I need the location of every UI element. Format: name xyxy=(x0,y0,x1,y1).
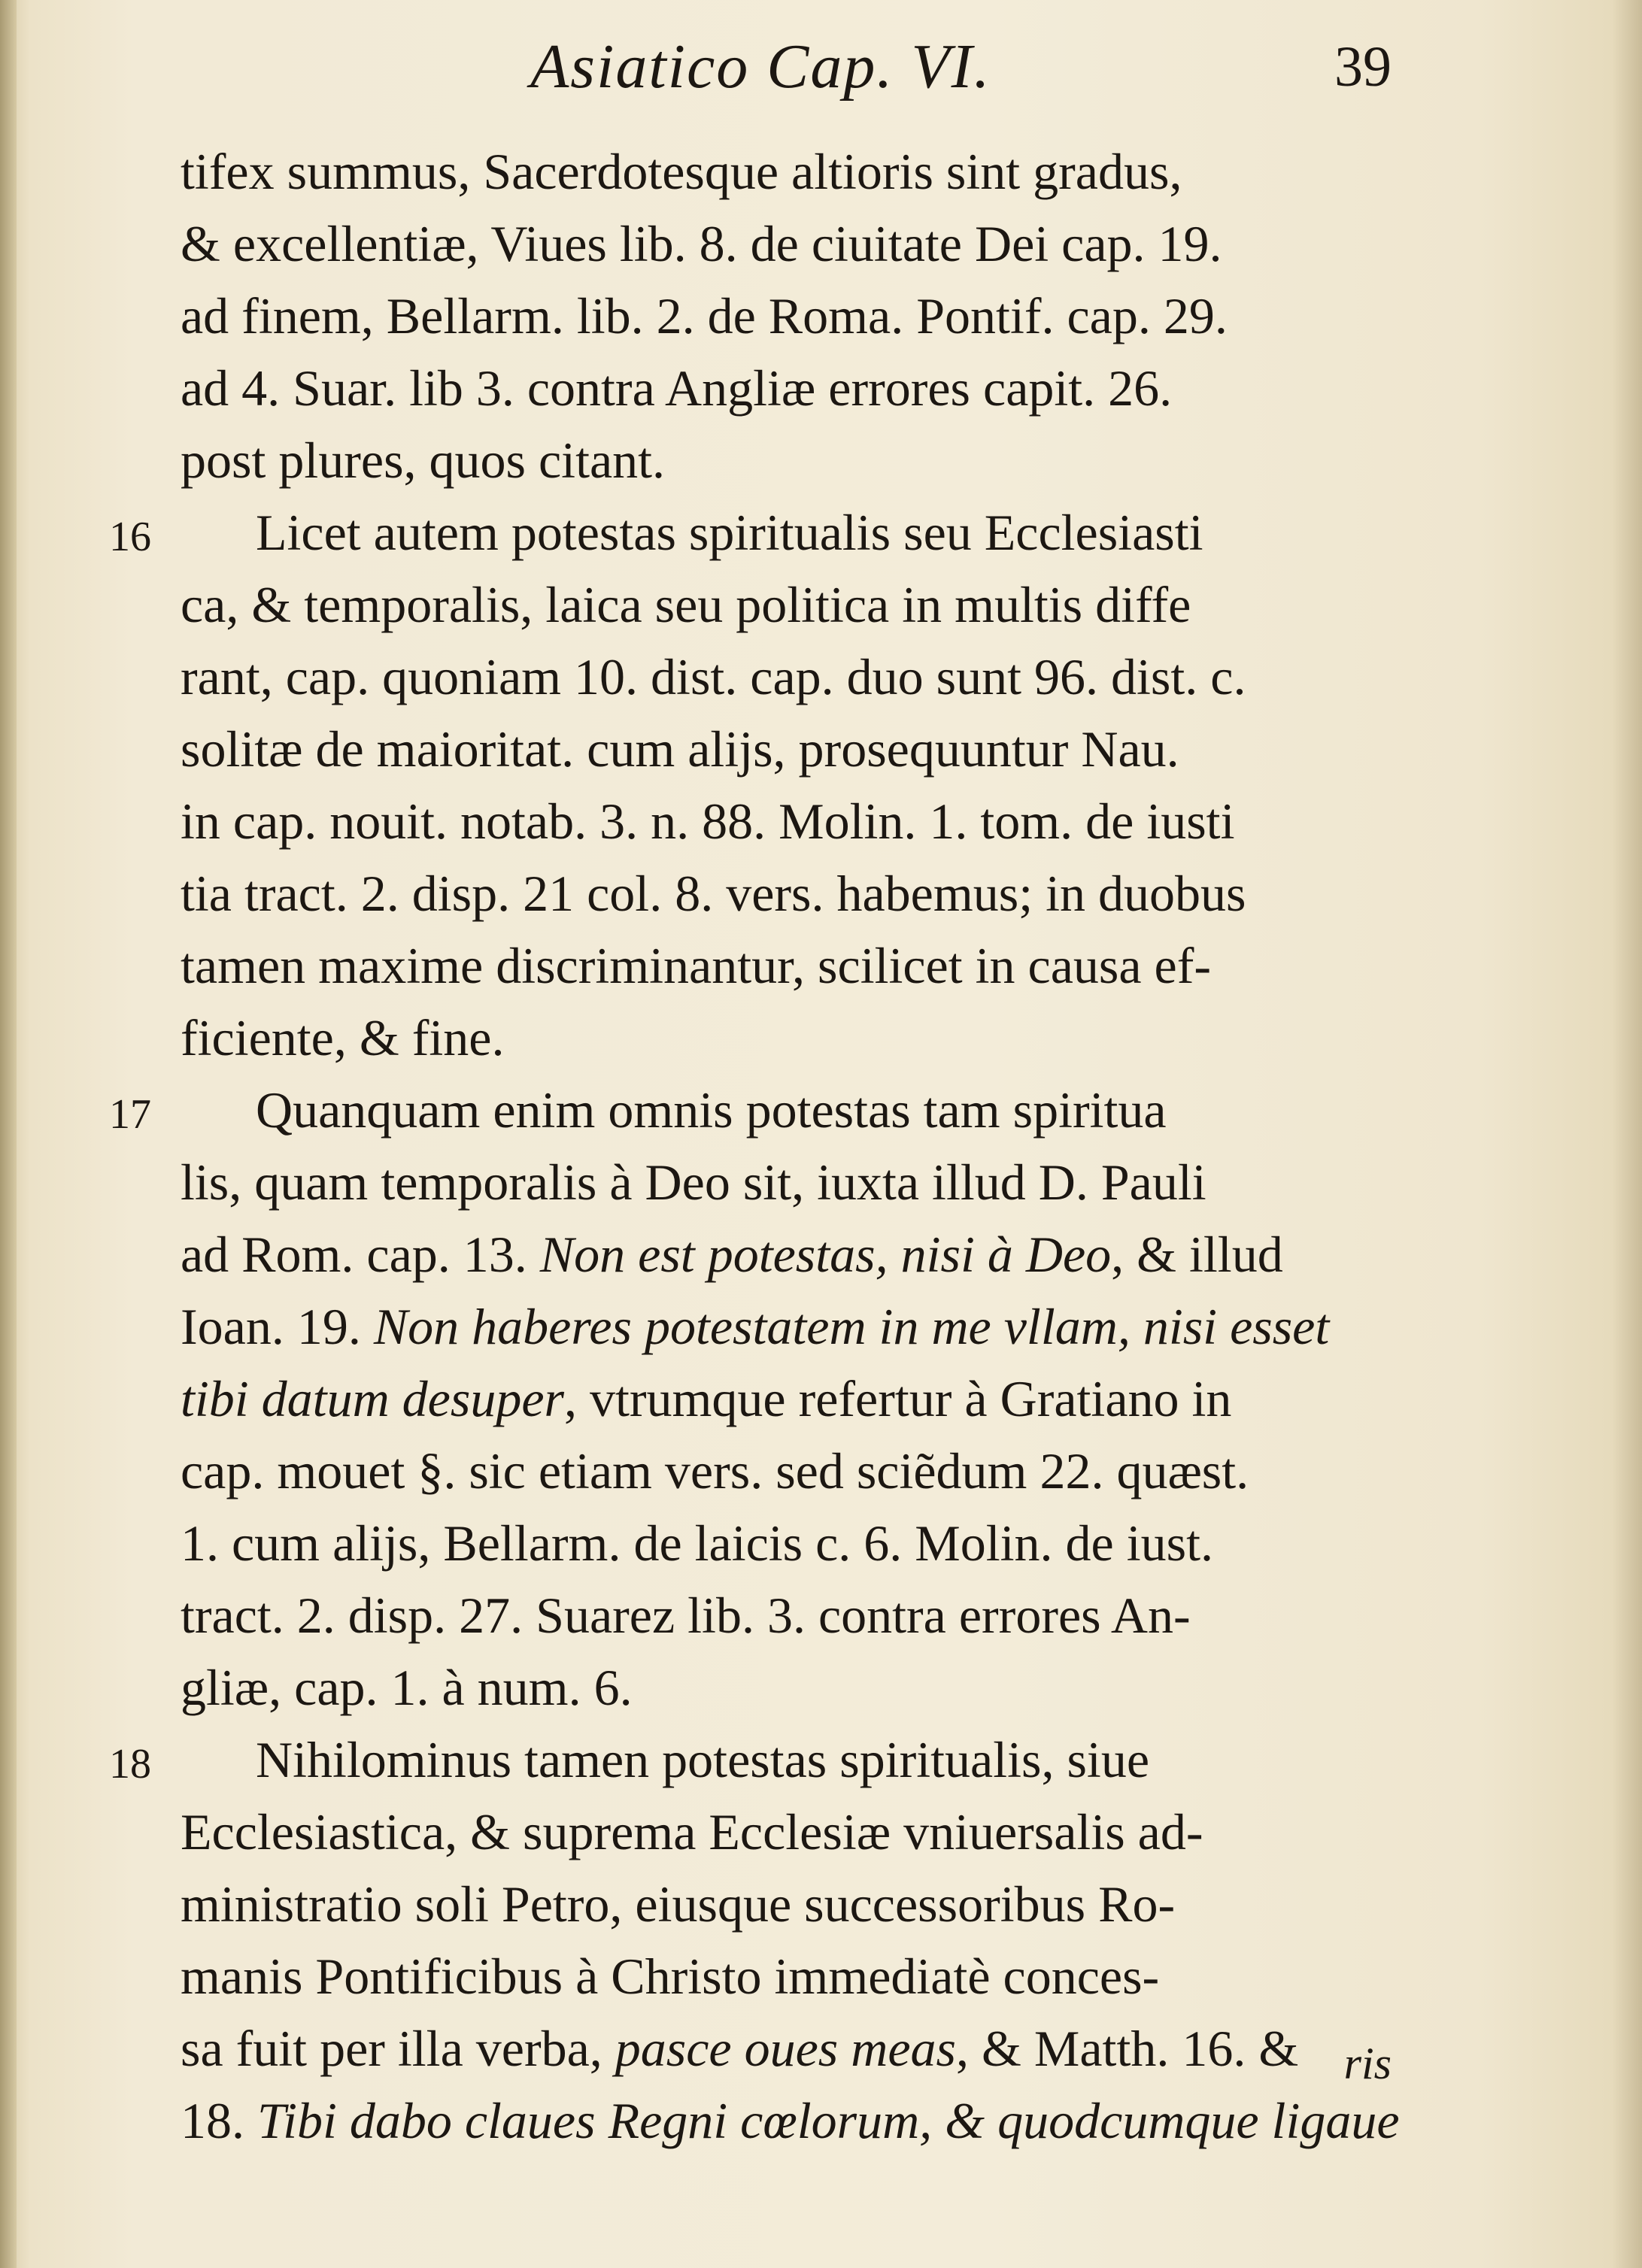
text-line xyxy=(181,1651,1392,1724)
line-text xyxy=(181,1363,1231,1435)
line-text xyxy=(181,135,1182,208)
line-text xyxy=(181,1940,1159,2012)
text-segment: ad finem, Bellarm. lib. 2. de Roma. Pontif. cap. 29. xyxy=(181,287,1228,344)
text-line xyxy=(181,280,1392,352)
page-header xyxy=(181,30,1392,113)
paragraph-number: 17 xyxy=(109,1091,151,1138)
text-segment: , & Matth. 16. & xyxy=(956,2020,1299,2077)
text-line xyxy=(181,1507,1392,1579)
text-segment: , & illud xyxy=(1111,1226,1283,1283)
text-segment: lis, quam temporalis à Deo sit, iuxta illud D. Pauli xyxy=(181,1154,1206,1211)
text-line xyxy=(181,929,1392,1002)
line-text xyxy=(181,641,1246,713)
text-line xyxy=(181,208,1392,280)
text-segment: manis Pontificibus à Christo immediatè conces- xyxy=(181,1948,1160,2005)
line-text xyxy=(181,1868,1175,1940)
text-line xyxy=(181,2085,1400,2157)
text-segment: post plures, quos citant. xyxy=(181,432,666,489)
paragraph-number: 16 xyxy=(109,514,151,560)
running-title: Asiatico Cap. VI. xyxy=(530,32,991,102)
catchword: ris xyxy=(1343,2039,1392,2088)
line-text xyxy=(181,713,1179,785)
page-number: 39 xyxy=(1334,35,1392,99)
text-segment: ad 4. Suar. lib 3. contra Angliæ errores capit. 26. xyxy=(181,359,1173,417)
text-segment: ca, & temporalis, laica seu politica in multis diffe xyxy=(181,576,1191,633)
text-segment: tifex summus, Sacerdotesque altioris sint gradus, xyxy=(181,143,1182,200)
line-text xyxy=(181,1002,504,1074)
text-line xyxy=(181,1290,1392,1363)
line-text xyxy=(181,569,1191,641)
text-segment: tia tract. 2. disp. 21 col. 8. vers. habemus; in duobus xyxy=(181,865,1246,922)
text-line xyxy=(181,1363,1392,1435)
text-segment: rant, cap. quoniam 10. dist. cap. duo sunt 96. dist. c. xyxy=(181,648,1246,705)
italic-quote: Non est potestas, nisi à Deo xyxy=(539,1226,1112,1283)
italic-quote: pasce oues meas xyxy=(615,2020,957,2077)
text-segment: tract. 2. disp. 27. Suarez lib. 3. contra errores An- xyxy=(181,1587,1191,1644)
text-line xyxy=(181,641,1392,713)
text-line xyxy=(181,424,1392,496)
line-text xyxy=(256,496,1203,569)
text-line xyxy=(109,1074,1392,1146)
line-text xyxy=(181,280,1228,352)
text-segment: sa fuit per illa verba, xyxy=(181,2020,615,2077)
line-text xyxy=(181,208,1222,280)
text-segment: Licet autem potestas spiritualis seu Ecclesiasti xyxy=(256,504,1203,561)
text-line xyxy=(181,785,1392,857)
text-line xyxy=(181,1146,1392,1218)
text-line xyxy=(181,1002,1392,1074)
text-segment: ministratio soli Petro, eiusque successoribus Ro- xyxy=(181,1875,1176,1933)
line-text xyxy=(181,1507,1213,1579)
text-segment: Ioan. 19. xyxy=(181,1298,374,1355)
text-line xyxy=(109,1724,1392,1796)
text-line xyxy=(109,496,1392,569)
line-text xyxy=(181,1290,1329,1363)
text-segment: ad Rom. cap. 13. xyxy=(181,1226,540,1283)
line-text xyxy=(181,1796,1203,1868)
line-text xyxy=(181,785,1234,857)
line-text xyxy=(181,1218,1283,1290)
line-text xyxy=(181,2085,1400,2157)
italic-quote: Tibi dabo claues Regni cœlorum, & quodcumque ligaue xyxy=(257,2092,1400,2149)
line-text xyxy=(256,1074,1167,1146)
text-line xyxy=(181,1435,1392,1507)
line-text xyxy=(181,857,1246,929)
text-segment: & excellentiæ, Viues lib. 8. de ciuitate Dei cap. 19. xyxy=(181,215,1222,272)
paragraph-number: 18 xyxy=(109,1741,151,1787)
text-segment: gliæ, cap. 1. à num. 6. xyxy=(181,1659,633,1716)
text-segment: tamen maxime discriminantur, scilicet in causa ef- xyxy=(181,937,1211,994)
text-line xyxy=(181,352,1392,424)
text-segment: ficiente, & fine. xyxy=(181,1009,505,1066)
text-segment: 18. xyxy=(181,2092,257,2149)
text-line xyxy=(181,857,1392,929)
line-text xyxy=(181,352,1172,424)
text-line xyxy=(181,1579,1392,1651)
text-line xyxy=(181,569,1392,641)
text-line xyxy=(181,1796,1392,1868)
text-segment: solitæ de maioritat. cum alijs, prosequuntur Nau. xyxy=(181,720,1179,778)
text-segment: cap. mouet §. sic etiam vers. sed sciẽdum 22. quæst. xyxy=(181,1442,1249,1499)
body-text xyxy=(109,135,1400,2157)
line-text xyxy=(181,2012,1298,2085)
text-line xyxy=(181,1868,1392,1940)
line-text xyxy=(181,1651,633,1724)
text-line xyxy=(181,2012,1392,2085)
text-segment: Nihilominus tamen potestas spiritualis, siue xyxy=(256,1731,1150,1788)
line-text xyxy=(181,424,665,496)
text-segment: Ecclesiastica, & suprema Ecclesiæ vniuersalis ad- xyxy=(181,1803,1203,1860)
text-segment: 1. cum alijs, Bellarm. de laicis c. 6. Molin. de iust. xyxy=(181,1515,1213,1572)
line-text xyxy=(181,1435,1249,1507)
text-segment: in cap. nouit. notab. 3. n. 88. Molin. 1. tom. de iusti xyxy=(181,793,1235,850)
italic-quote: tibi datum desuper xyxy=(181,1370,564,1427)
line-text xyxy=(256,1724,1149,1796)
italic-quote: Non haberes potestatem in me vllam, nisi esset xyxy=(373,1298,1330,1355)
text-segment: , vtrumque refertur à Gratiano in xyxy=(563,1370,1232,1427)
text-line xyxy=(181,1218,1392,1290)
text-segment: Quanquam enim omnis potestas tam spiritua xyxy=(256,1081,1167,1139)
text-line xyxy=(181,1940,1392,2012)
line-text xyxy=(181,929,1211,1002)
text-line xyxy=(181,713,1392,785)
line-text xyxy=(181,1146,1206,1218)
line-text xyxy=(181,1579,1191,1651)
text-line xyxy=(181,135,1392,208)
